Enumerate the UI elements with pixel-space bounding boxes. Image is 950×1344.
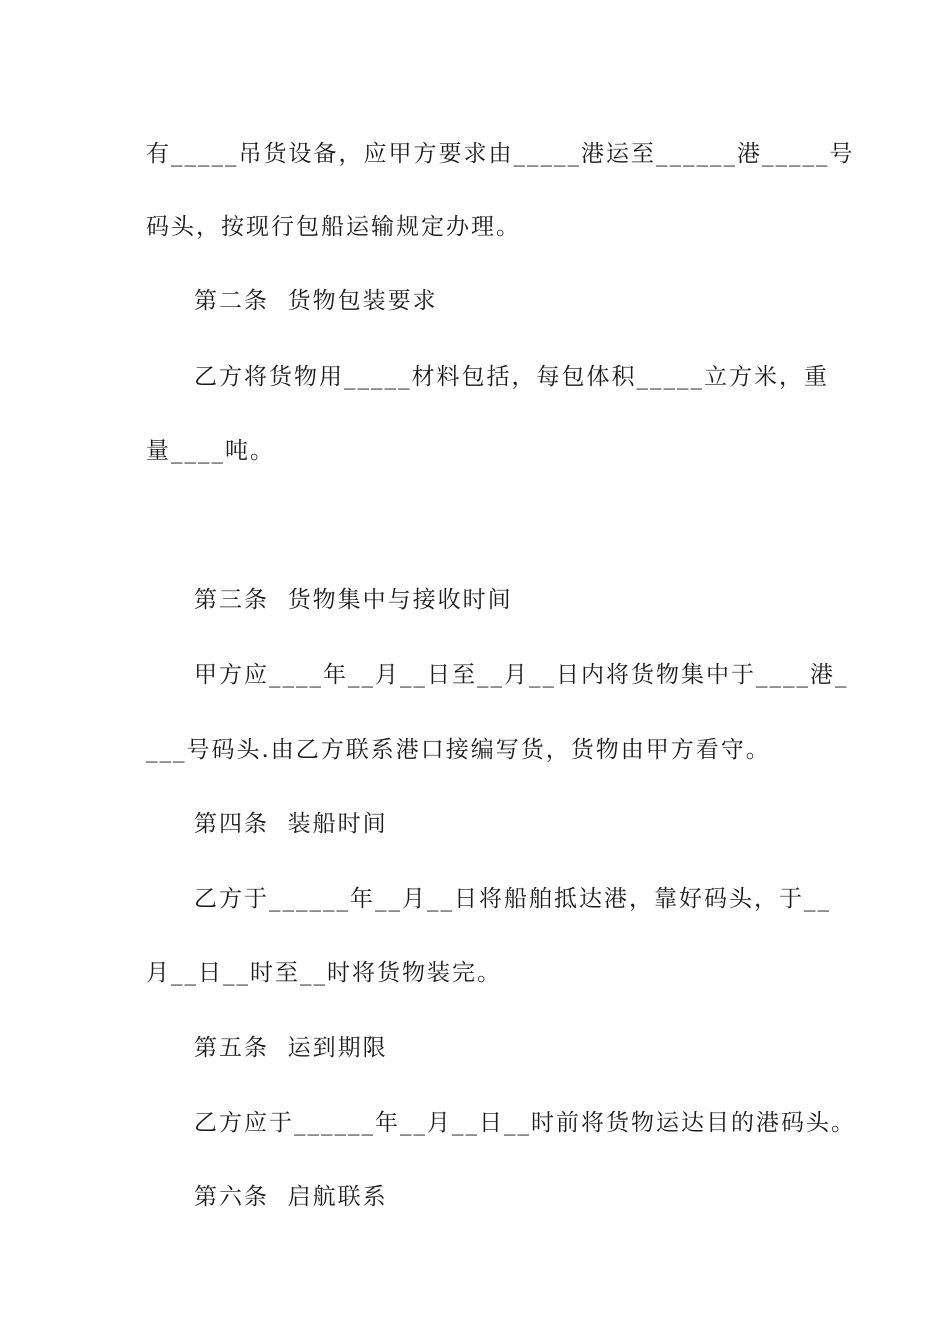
paragraph-line: 乙方应于______年__月__日__时前将货物运达目的港码头。 xyxy=(194,1110,856,1136)
section-heading-4: 第四条 装船时间 xyxy=(194,811,388,837)
paragraph-line: 量____吨。 xyxy=(146,438,275,464)
paragraph-line: 码头，按现行包船运输规定办理。 xyxy=(146,214,521,240)
paragraph-line: 乙方将货物用_____材料包括，每包体积_____立方米，重 xyxy=(194,364,829,390)
section-heading-3: 第三条 货物集中与接收时间 xyxy=(194,587,513,613)
paragraph-line: 乙方于______年__月__日将船舶抵达港，靠好码头，于__ xyxy=(194,886,831,912)
paragraph-line: 月__日__时至__时将货物装完。 xyxy=(146,960,502,986)
paragraph-line: 甲方应____年__月__日至__月__日内将货物集中于____港_ xyxy=(194,662,849,688)
section-heading-2: 第二条 货物包装要求 xyxy=(194,288,438,314)
paragraph-line: ___号码头.由乙方联系港口接编写货，货物由甲方看守。 xyxy=(146,737,771,763)
section-heading-6: 第六条 启航联系 xyxy=(194,1184,388,1210)
paragraph-line: 有_____吊货设备，应甲方要求由_____港运至______港_____号 xyxy=(146,141,855,167)
section-heading-5: 第五条 运到期限 xyxy=(194,1035,388,1061)
